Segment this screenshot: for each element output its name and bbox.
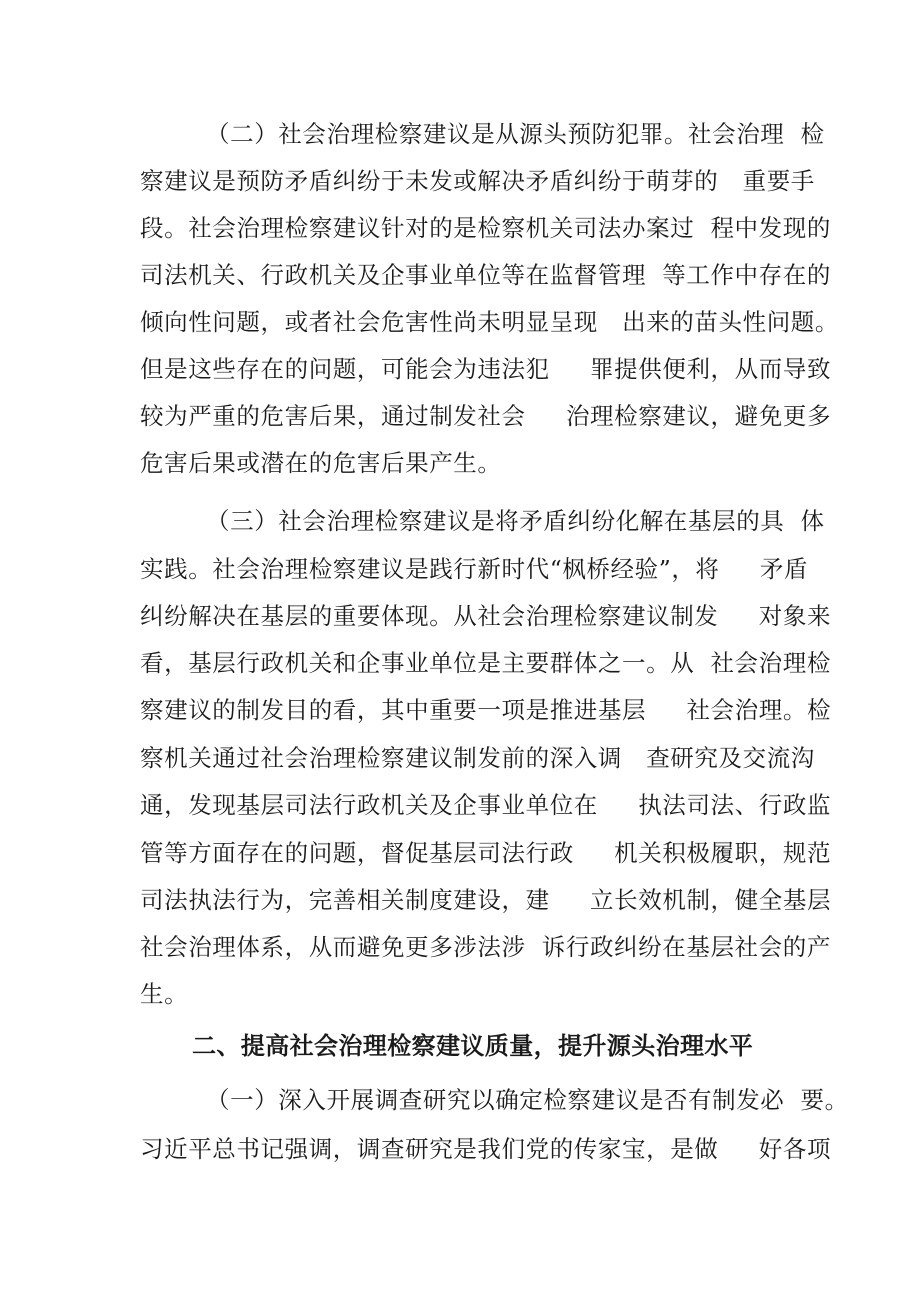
- paragraph-3-line-1: （三）社会治理检察建议是将矛盾纠纷化解在基层的具 体: [206, 507, 825, 535]
- paragraph-2-line-4: 司法机关、行政机关及企事业单位等在监督管理 等工作中存在的: [140, 261, 831, 289]
- paragraph-3-line-2: 实践。社会治理检察建议是践行新时代“枫桥经验”，将 矛盾: [140, 555, 809, 583]
- paragraph-3-line-4: 看，基层行政机关和企事业单位是主要群体之一。从 社会治理检: [140, 649, 831, 677]
- paragraph-4-line-2: 习近平总书记强调，调查研究是我们党的传家宝，是做 好各项: [140, 1135, 832, 1163]
- paragraph-2-line-5: 倾向性问题，或者社会危害性尚未明显呈现 出来的苗头性问题。: [140, 308, 840, 336]
- paragraph-2-line-3: 段。社会治理检察建议针对的是检察机关司法办案过 程中发现的: [140, 214, 831, 242]
- paragraph-2-line-8: 危害后果或潜在的危害后果产生。: [140, 449, 502, 477]
- paragraph-3-line-11: 生。: [140, 980, 189, 1008]
- paragraph-3-line-5: 察建议的制发目的看，其中重要一项是推进基层 社会治理。检: [140, 696, 832, 724]
- paragraph-2-line-2: 察建议是预防矛盾纠纷于未发或解决矛盾纠纷于萌芽的 重要手: [140, 167, 815, 195]
- paragraph-3-line-9: 司法执法行为，完善相关制度建设，建 立长效机制，健全基层: [140, 886, 832, 914]
- paragraph-2-line-6: 但是这些存在的问题，可能会为违法犯 罪提供便利，从而导致: [140, 355, 832, 383]
- paragraph-3-line-7: 通，发现基层司法行政机关及企事业单位在 执法司法、行政监: [140, 791, 832, 819]
- section-heading: 二、提高社会治理检察建议质量，提升源头治理水平: [192, 1032, 754, 1060]
- paragraph-3-line-8: 管等方面存在的问题，督促基层司法行政 机关积极履职，规范: [140, 839, 832, 867]
- paragraph-2-line-1: （二）社会治理检察建议是从源头预防犯罪。社会治理 检: [206, 120, 825, 148]
- paragraph-2-line-7: 较为严重的危害后果，通过制发社会 治理检察建议，避免更多: [140, 402, 832, 430]
- paragraph-3-line-10: 社会治理体系，从而避免更多涉法涉 诉行政纠纷在基层社会的产: [140, 933, 831, 961]
- paragraph-3-line-3: 纠纷解决在基层的重要体现。从社会治理检察建议制发 对象来: [140, 602, 832, 630]
- paragraph-4-line-1: （一）深入开展调查研究以确定检察建议是否有制发必 要。: [206, 1086, 849, 1114]
- paragraph-3-line-6: 察机关通过社会治理检察建议制发前的深入调 查研究及交流沟: [140, 744, 815, 772]
